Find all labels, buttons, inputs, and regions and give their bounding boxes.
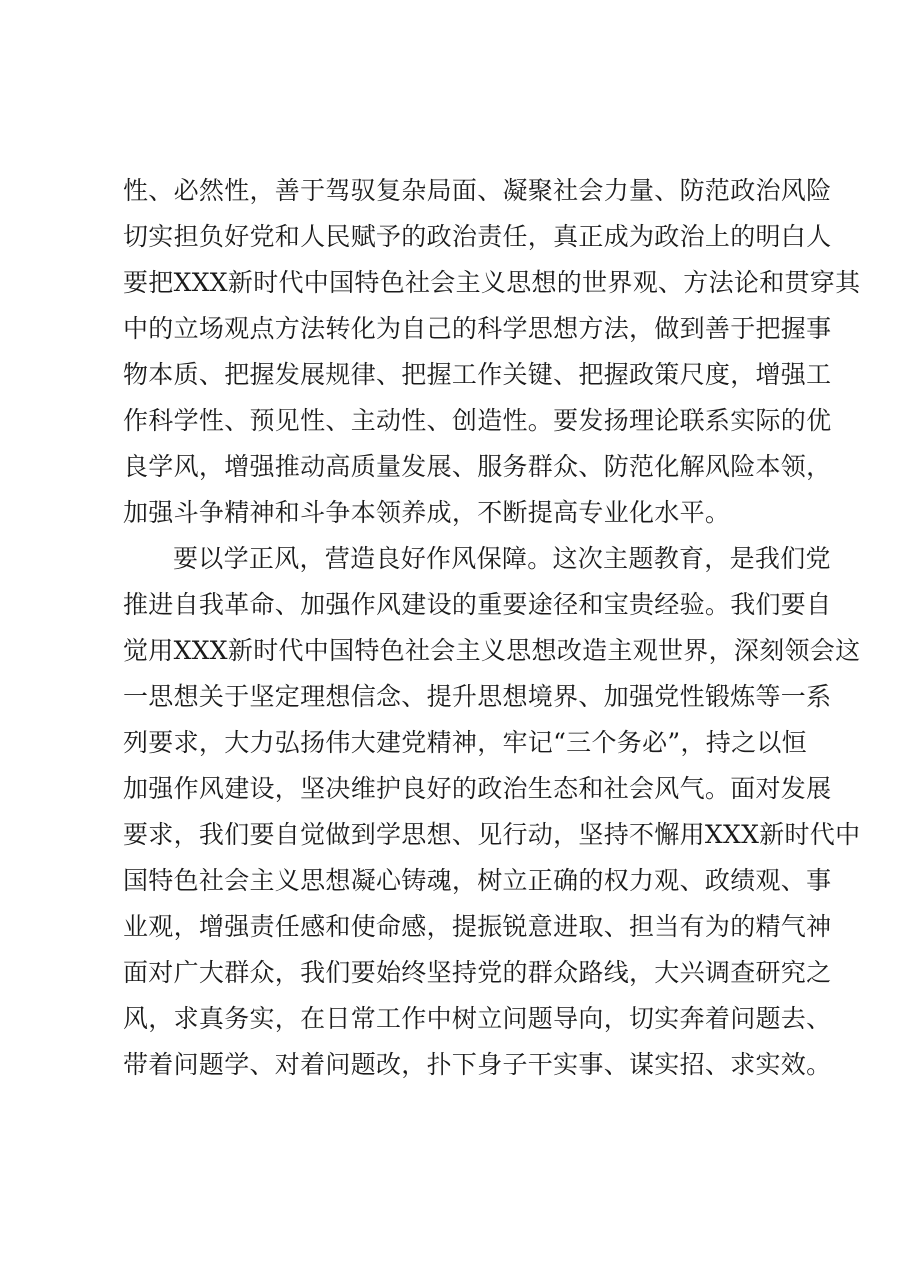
- text-line: 一思想关于坚定理想信念、提升思想境界、加强党性锻炼等一系: [123, 682, 832, 711]
- text-line: 要把XXX新时代中国特色社会主义思想的世界观、方法论和贯穿其: [123, 268, 861, 297]
- text-line: 良学风，增强推动高质量发展、服务群众、防范化解风险本领，: [123, 452, 832, 481]
- text-line: 风，求真务实，在日常工作中树立问题导向，切实奔着问题去、: [123, 1004, 832, 1033]
- document-body: [123, 168, 861, 1088]
- text-line: 面对广大群众，我们要始终坚持党的群众路线，大兴调查研究之: [123, 958, 832, 987]
- text-line: 列要求，大力弘扬伟大建党精神，牢记“三个务必”，持之以恒: [123, 728, 807, 757]
- text-line: 国特色社会主义思想凝心铸魂，树立正确的权力观、政绩观、事: [123, 866, 832, 895]
- paragraph-first-line: 要以学正风，营造良好作风保障。这次主题教育，是我们党: [173, 544, 831, 573]
- text-line: 物本质、把握发展规律、把握工作关键、把握政策尺度，增强工: [123, 360, 832, 389]
- text-line: 带着问题学、对着问题改，扑下身子干实事、谋实招、求实效。: [123, 1050, 832, 1079]
- text-line: 切实担负好党和人民赋予的政治责任，真正成为政治上的明白人: [123, 222, 832, 251]
- text-line: 作科学性、预见性、主动性、创造性。要发扬理论联系实际的优: [123, 406, 832, 435]
- text-line: 加强作风建设，坚决维护良好的政治生态和社会风气。面对发展: [123, 774, 832, 803]
- text-line: 业观，增强责任感和使命感，提振锐意进取、担当有为的精气神: [123, 912, 832, 941]
- text-line: 性、必然性，善于驾驭复杂局面、凝聚社会力量、防范政治风险: [123, 176, 832, 205]
- text-line: 要求，我们要自觉做到学思想、见行动，坚持不懈用XXX新时代中: [123, 820, 861, 849]
- text-line: 中的立场观点方法转化为自己的科学思想方法，做到善于把握事: [123, 314, 832, 343]
- text-line: 加强斗争精神和斗争本领养成，不断提高专业化水平。: [123, 498, 731, 527]
- text-line: 推进自我革命、加强作风建设的重要途径和宝贵经验。我们要自: [123, 590, 832, 619]
- text-line: 觉用XXX新时代中国特色社会主义思想改造主观世界，深刻领会这: [123, 636, 861, 665]
